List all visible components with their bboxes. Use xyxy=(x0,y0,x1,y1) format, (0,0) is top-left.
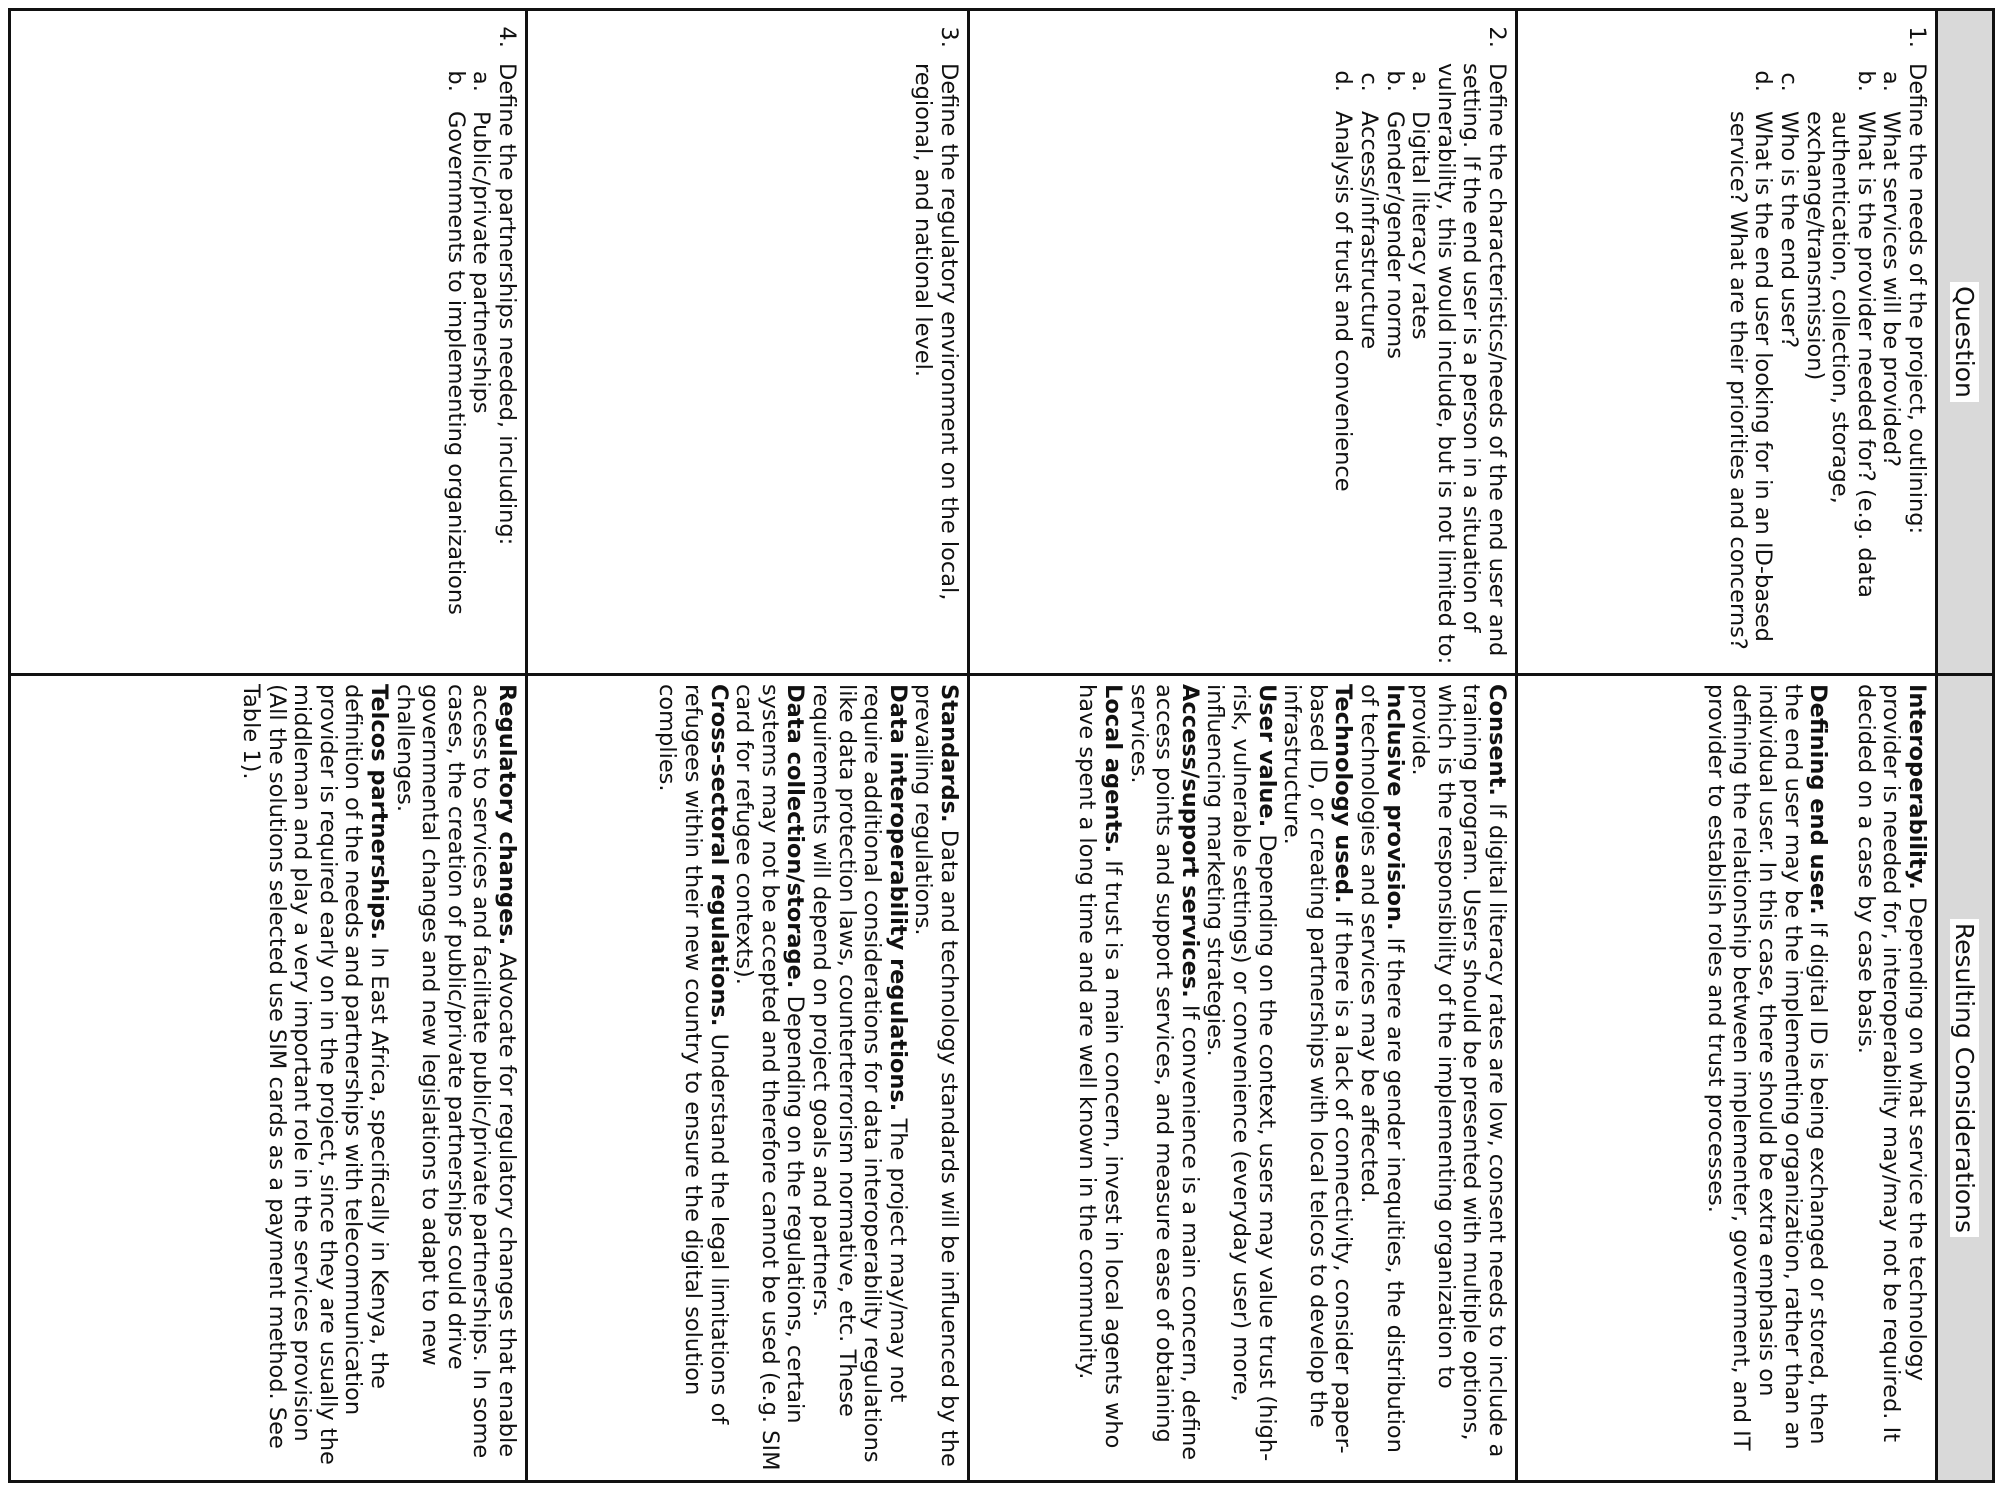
sub-question: d. Analysis of trust and convenience xyxy=(1330,99,1356,665)
consideration-paragraph: Data collection/storage. Depending on the regulations, certain systems may not be accepted and therefore cannot be used (e.g. SIM card for refugee contexts). xyxy=(731,684,809,1471)
sub-question: d. What is the end user looking for in an ID-based service? What are their priorities and concerns? xyxy=(1724,99,1775,665)
consideration-paragraph: Cross-sectoral regulations. Understand the legal limitations of refugees within their new country to ensure the digital solution complies. xyxy=(654,684,732,1425)
question-cell xyxy=(527,10,969,675)
sub-question-list xyxy=(1724,63,1903,665)
consideration-paragraph: Local agents. If trust is a main concern, invest in local agents who have spent a long time and are well known in the community. xyxy=(1074,684,1127,1449)
consideration-term: Data collection/storage. xyxy=(782,684,809,989)
consideration-paragraph: Regulatory changes. Advocate for regulatory changes that enable access to services and facilitate public/private partnerships. In some cases, the creation of public/private partnerships could drive governmental changes and new legislations to adapt to new challenges. xyxy=(391,684,520,1459)
table-header-row xyxy=(1937,10,1994,1482)
consideration-term: Standards. xyxy=(936,684,962,823)
consideration-paragraph: Standards. Data and technology standards will be influenced by the prevailing regulations. xyxy=(910,684,962,1467)
considerations-cell xyxy=(1517,675,1937,1482)
consideration-paragraph: Access/support services. If convenience is a main concern, define access points and support services, and measure ease of obtaining services. xyxy=(1125,684,1203,1461)
table-row xyxy=(10,10,527,1482)
sub-question: a. What services will be provided? xyxy=(1878,99,1904,665)
consideration-term: Technology used. xyxy=(1330,684,1357,904)
considerations-table xyxy=(8,8,1995,1483)
question-list xyxy=(910,19,961,665)
sub-question: b. Governments to implementing organizations xyxy=(442,99,468,665)
table-row xyxy=(527,10,969,1482)
consideration-term: Interoperability. xyxy=(1904,684,1930,890)
question-item: 3. Define the regulatory environment on the local, regional, and national level. xyxy=(910,55,961,665)
sub-question: b. What is the provider needed for? (e.g. data authentication, collection, storage, exchange/transmission) xyxy=(1801,99,1878,665)
question-item: 2. Define the characteristics/needs of the end user and setting. If the end user is a person in a situation of vulnerability, this would include, but is not limited to: a. Digital literacy rates b. Gender/gender norms c. Access/infrastructure d. Analysis of trust and convenience xyxy=(1330,55,1509,665)
question-list xyxy=(1724,19,1929,665)
question-item: 4. Define the partnerships needed, including: a. Public/private partnerships b. Governments to implementing organizations xyxy=(442,55,519,665)
question-header: Question xyxy=(1937,10,1994,675)
question-cell xyxy=(1517,10,1937,675)
sub-question-list xyxy=(442,63,493,665)
question-list xyxy=(1330,19,1509,665)
consideration-paragraph: Interoperability. Depending on what service the technology provider is needed for, interoperability may/may not be required. It decided on a case by case basis. xyxy=(1852,684,1930,1443)
consideration-paragraph: User value. Depending on the context, users may value trust (high-risk, vulnerable settings) or convenience (everyday user) more, influencing marketing strategies. xyxy=(1202,684,1280,1462)
consideration-term: Inclusive provision. xyxy=(1381,684,1408,931)
consideration-paragraph: Technology used. If there is a lack of connectivity, consider paper-based ID, or creating partnerships with local telcos to develop the infrastructure. xyxy=(1279,684,1357,1454)
sub-question: c. Access/infrastructure xyxy=(1355,99,1381,665)
consideration-paragraph: Consent. If digital literacy rates are low, consent needs to include a training program. Users should be presented with multiple options, which is the responsibility of the implementing organization to provide. xyxy=(1407,684,1510,1458)
consideration-term: Cross-sectoral regulations. xyxy=(705,684,732,1027)
consideration-paragraph: Telcos partnerships. In East Africa, specifically in Kenya, the definition of the needs and partnerships with telecommunication provider is required early on in the project, since they are usually the middleman and play a very important role in the services provision (All the solutions selected use SIM cards as a payment method. See Table 1). xyxy=(238,684,393,1465)
consideration-paragraph: Defining end user. If digital ID is being exchanged or stored, then the end user may be the implementing organization, rather than an individual user. In this case, there should be extra emphasis on defining the relationship between implementer, government, and IT provider to establish roles and trust processes. xyxy=(1702,684,1832,1451)
sub-question: a. Digital literacy rates xyxy=(1407,99,1433,665)
considerations-cell xyxy=(969,675,1517,1482)
sub-question: b. Gender/gender norms xyxy=(1381,99,1407,665)
consideration-paragraph: Inclusive provision. If there are gender inequities, the distribution of technologies and services may be affected. xyxy=(1356,684,1408,1453)
consideration-term: Data interoperability regulations. xyxy=(884,684,911,1112)
consideration-term: Regulatory changes. xyxy=(494,684,520,946)
considerations-cell xyxy=(527,675,969,1482)
considerations-header: Resulting Considerations xyxy=(1937,675,1994,1482)
consideration-paragraph: Data interoperability regulations. The project may/may not require additional considerations for data interoperability regulations like data protection laws, counterterrorism normative, etc. These requirements will depend on project goals and partners. xyxy=(808,684,911,1463)
consideration-term: Access/support services. xyxy=(1176,684,1203,998)
table-row xyxy=(1517,10,1937,1482)
consideration-term: Local agents. xyxy=(1100,684,1127,854)
consideration-term: Telcos partnerships. xyxy=(366,684,393,941)
consideration-term: User value. xyxy=(1253,684,1280,828)
sub-question: c. Who is the end user? xyxy=(1775,99,1801,665)
consideration-term: Consent. xyxy=(1484,684,1510,796)
sub-question-list xyxy=(1330,63,1432,665)
question-item: 1. Define the needs of the project, outlining: a. What services will be provided? b. What is the provider needed for? (e.g. data authentication, collection, storage, exchange/transmission) c. Who is the end user? d. What is the end user looking for in an ID-based service? What are their priorities and concerns? xyxy=(1724,55,1929,665)
considerations-cell xyxy=(10,675,527,1482)
question-list xyxy=(442,19,519,665)
question-cell xyxy=(10,10,527,675)
sub-question: a. Public/private partnerships xyxy=(468,99,494,665)
table-row xyxy=(969,10,1517,1482)
question-cell xyxy=(969,10,1517,675)
consideration-term: Defining end user. xyxy=(1805,684,1832,915)
